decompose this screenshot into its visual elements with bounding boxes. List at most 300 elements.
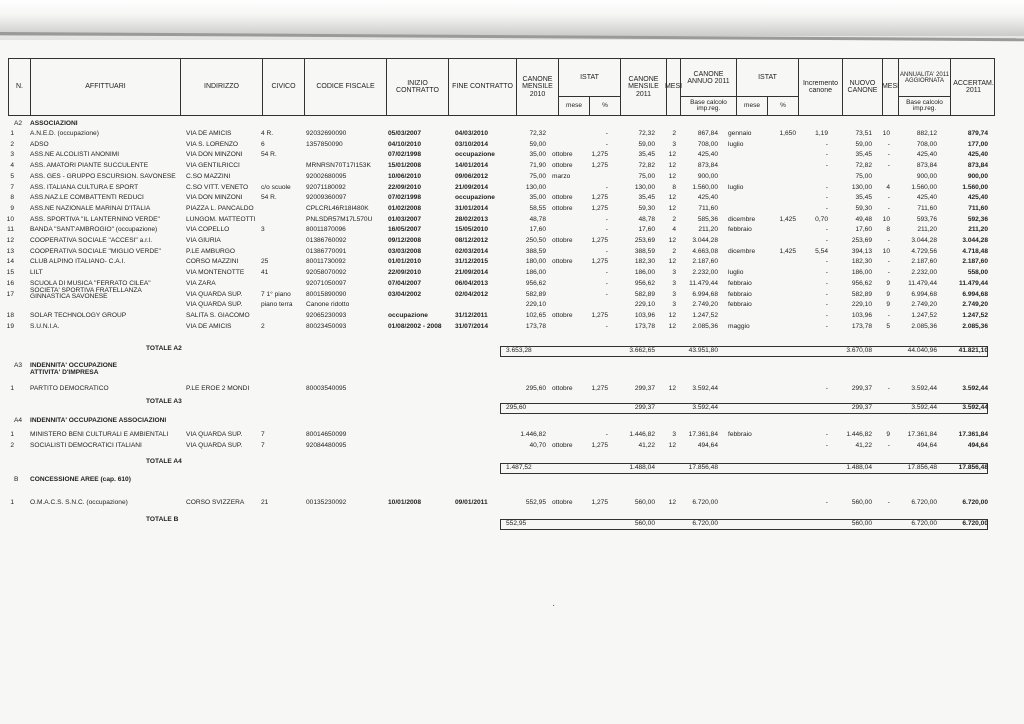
cell-bm: febbraio bbox=[728, 226, 752, 234]
cell-agg: 6.720,00 bbox=[911, 499, 937, 506]
cell-inc: - bbox=[825, 162, 828, 170]
cell-name: ASS.NAZ.LE COMBATTENTI REDUCI bbox=[30, 194, 144, 202]
cell-c11: 182,30 bbox=[634, 258, 655, 266]
cell-c10: 173,78 bbox=[525, 322, 546, 330]
cell-cf: CPLCRL46R18I480K bbox=[306, 204, 369, 212]
cell-agg: 711,60 bbox=[917, 204, 937, 212]
cell-inc: - bbox=[825, 194, 828, 202]
header-canone-mensile-2010: CANONE MENSILE 2010 bbox=[517, 59, 559, 115]
cell-c10: 59,00 bbox=[529, 140, 546, 148]
cell-ip: - bbox=[605, 431, 608, 438]
cell-cf: 80015890090 bbox=[306, 290, 347, 298]
total-label: TOTALE B bbox=[146, 516, 179, 523]
cell-addr: VIA QUARDA SUP. bbox=[186, 442, 243, 449]
cell-acc: 1.247,52 bbox=[962, 311, 988, 319]
cell-acc: 211,20 bbox=[968, 226, 988, 234]
cell-bm: febbraio bbox=[728, 431, 752, 438]
cell-n: 4 bbox=[10, 162, 14, 170]
cell-ip: 1,275 bbox=[591, 151, 608, 159]
total-value: 3.670,08 bbox=[846, 347, 872, 354]
cell-agg: 11.479,44 bbox=[908, 279, 937, 287]
cell-civ: 25 bbox=[261, 258, 269, 266]
cell-civ: 7 bbox=[261, 442, 265, 449]
cell-inc: - bbox=[825, 140, 828, 148]
cell-acc: 1.560,00 bbox=[962, 183, 988, 191]
cell-c10: 229,10 bbox=[525, 301, 546, 309]
cell-annuo: 11.479,44 bbox=[689, 279, 718, 287]
cell-c10: 102,65 bbox=[525, 311, 546, 319]
cell-annuo: 6.720,00 bbox=[692, 499, 718, 506]
cell-annuo: 2.187,60 bbox=[692, 258, 718, 266]
total-value: 3.592,44 bbox=[692, 404, 718, 411]
cell-c11: 956,62 bbox=[634, 279, 655, 287]
cell-bm: maggio bbox=[728, 322, 750, 330]
cell-ip: - bbox=[605, 226, 608, 234]
cell-n: 16 bbox=[6, 279, 14, 287]
cell-n: 15 bbox=[6, 269, 14, 277]
cell-end: 15/05/2010 bbox=[455, 226, 489, 234]
cell-m2: 4 bbox=[886, 183, 890, 191]
cell-inc: - bbox=[825, 290, 828, 298]
cell-name: BANDA "SANT'AMBROGIO" (occupazione) bbox=[30, 226, 158, 234]
cell-inc: - bbox=[825, 301, 828, 309]
cell-c11: 75,00 bbox=[638, 172, 655, 180]
cell-acc: 11.479,44 bbox=[959, 279, 988, 287]
section-title: CONCESSIONE AREE (cap. 610) bbox=[30, 476, 131, 483]
cell-inc: 1,19 bbox=[815, 130, 828, 137]
cell-addr: C.SO MAZZINI bbox=[186, 172, 231, 180]
cell-agg: 425,40 bbox=[916, 194, 937, 202]
header-annualita-label: ANNUALITA' 2011 AGGIORNATA bbox=[900, 71, 949, 84]
cell-start: 03/03/2008 bbox=[388, 247, 422, 255]
cell-addr: VIA ZARA bbox=[186, 279, 216, 287]
cell-start: 03/04/2002 bbox=[388, 290, 422, 298]
section-title: ASSOCIAZIONI bbox=[30, 120, 78, 127]
cell-inc: - bbox=[825, 183, 828, 191]
cell-im: ottobre bbox=[552, 499, 573, 506]
cell-mesi: 12 bbox=[668, 151, 676, 159]
cell-start: 05/03/2007 bbox=[388, 130, 422, 137]
cell-ip: 1,275 bbox=[591, 237, 608, 244]
cell-acc: 17.361,84 bbox=[958, 431, 988, 438]
cell-c11: 35,45 bbox=[638, 194, 655, 202]
cell-nuovo: 130,00 bbox=[851, 183, 872, 191]
cell-acc: 558,00 bbox=[967, 269, 988, 277]
cell-ip: 1,275 bbox=[591, 162, 608, 170]
cell-nuovo: 75,00 bbox=[855, 172, 872, 180]
header-istat2-mese: mese bbox=[744, 101, 760, 109]
cell-ip: - bbox=[605, 247, 608, 255]
cell-nuovo: 253,69 bbox=[851, 237, 872, 244]
cell-n: 8 bbox=[10, 194, 14, 202]
cell-mesi: 12 bbox=[668, 322, 676, 330]
cell-c10: 180,00 bbox=[525, 258, 546, 266]
cell-end: 03/10/2014 bbox=[455, 140, 489, 148]
cell-start: 01/03/2007 bbox=[388, 215, 422, 223]
cell-ip: - bbox=[605, 290, 608, 298]
section-code: A3 bbox=[14, 362, 23, 369]
cell-addr: VIA DE AMICIS bbox=[186, 322, 232, 330]
cell-annuo: 2.085,36 bbox=[692, 322, 718, 330]
cell-start: 07/02/1998 bbox=[388, 151, 422, 159]
cell-civ: 6 bbox=[261, 140, 265, 148]
cell-cf: 1357850090 bbox=[306, 140, 343, 148]
cell-inc: - bbox=[825, 226, 828, 234]
cell-nuovo: 41,22 bbox=[855, 442, 872, 449]
cell-mesi: 12 bbox=[668, 258, 676, 266]
cell-name: COOPERATIVA SOCIALE "ACCESI" a.r.l. bbox=[30, 237, 153, 244]
cell-nuovo: 73,51 bbox=[855, 130, 872, 137]
cell-m2: - bbox=[887, 499, 890, 506]
cell-name: ASS. GES - GRUPPO ESCURSION. SAVONESE bbox=[30, 172, 176, 180]
cell-end: 28/02/2013 bbox=[455, 215, 489, 223]
cell-n: 18 bbox=[6, 311, 14, 319]
cell-addr: CORSO MAZZINI bbox=[186, 258, 239, 266]
total-value: 1.488,04 bbox=[846, 464, 872, 471]
cell-ip: - bbox=[605, 279, 608, 287]
cell-cf: 80011730092 bbox=[306, 258, 346, 266]
cell-ip: 1,275 bbox=[591, 204, 608, 212]
cell-bm: luglio bbox=[728, 269, 744, 277]
cell-c11: 560,00 bbox=[634, 499, 655, 506]
total-value: 6.720,00 bbox=[692, 520, 718, 527]
header-istat-pct: % bbox=[589, 97, 620, 115]
cell-cf: Canone ridotto bbox=[306, 301, 350, 309]
cell-m2: 5 bbox=[886, 322, 890, 330]
cell-mesi: 3 bbox=[672, 301, 676, 309]
cell-mesi: 12 bbox=[668, 194, 676, 202]
cell-c11: 72,32 bbox=[638, 130, 655, 137]
cell-n: 5 bbox=[10, 172, 14, 180]
cell-m2: 10 bbox=[882, 247, 890, 255]
cell-end: 31/07/2014 bbox=[455, 322, 489, 330]
total-label: TOTALE A3 bbox=[146, 398, 182, 405]
cell-mesi: 12 bbox=[668, 442, 676, 449]
cell-c10: 71,90 bbox=[529, 162, 546, 170]
cell-name: S.U.N.I.A. bbox=[30, 322, 60, 330]
total-value: 17.856,48 bbox=[907, 464, 937, 471]
cell-agg: 17.361,84 bbox=[907, 431, 937, 438]
cell-c11: 1.446,82 bbox=[629, 431, 655, 438]
total-value: 6.720,00 bbox=[911, 520, 937, 527]
cell-im: ottobre bbox=[552, 442, 573, 449]
cell-annuo: 867,84 bbox=[697, 130, 718, 137]
total-value: 552,95 bbox=[506, 520, 527, 527]
cell-annuo: 6.994,68 bbox=[692, 290, 718, 298]
cell-inc: - bbox=[825, 311, 828, 319]
cell-n: 11 bbox=[7, 226, 14, 234]
header-fine-contratto: FINE CONTRATTO bbox=[449, 59, 517, 115]
cell-im: ottobre bbox=[552, 162, 573, 170]
cell-civ: 4 R. bbox=[261, 130, 274, 137]
cell-c11: 35,45 bbox=[638, 151, 655, 159]
cell-c11: 59,00 bbox=[638, 140, 655, 148]
cell-agg: 593,76 bbox=[916, 215, 937, 223]
cell-c10: 186,00 bbox=[525, 269, 546, 277]
cell-c10: 35,00 bbox=[529, 151, 546, 159]
cell-cf: 92058070092 bbox=[306, 269, 347, 277]
cell-name: ASS.NE NAZIONALE MARINAI D'ITALIA bbox=[30, 204, 151, 212]
cell-m2: - bbox=[887, 237, 890, 244]
cell-name: SCUOLA DI MUSICA "FERRATO CILEA" bbox=[30, 279, 151, 287]
header-canone-annuo-2011 bbox=[681, 59, 737, 115]
cell-acc: 177,00 bbox=[967, 140, 988, 148]
cell-c11: 17,60 bbox=[638, 226, 655, 234]
cell-m2: - bbox=[887, 258, 890, 266]
total-value: 3.592,44 bbox=[911, 404, 937, 411]
cell-civ: 54 R. bbox=[261, 151, 277, 159]
cell-acc: 3.592,44 bbox=[962, 385, 988, 392]
cell-mesi: 3 bbox=[672, 269, 676, 277]
total-value: 1.488,04 bbox=[629, 464, 655, 471]
cell-n: 1 bbox=[10, 385, 14, 392]
cell-civ: 41 bbox=[261, 269, 269, 277]
cell-n: 3 bbox=[10, 151, 14, 159]
cell-addr: VIA DE AMICIS bbox=[186, 130, 232, 137]
cell-agg: 2.085,36 bbox=[911, 322, 937, 330]
cell-agg: 4.729,56 bbox=[911, 247, 937, 255]
cell-end: 31/12/2015 bbox=[455, 258, 489, 266]
cell-addr: SALITA S. GIACOMO bbox=[186, 311, 250, 319]
cell-n: 7 bbox=[10, 183, 14, 191]
header-canone-mensile-2011: CANONE MENSILE 2011 bbox=[621, 59, 667, 115]
cell-end: 14/01/2014 bbox=[455, 162, 489, 170]
cell-annuo: 1.560,00 bbox=[692, 183, 718, 191]
cell-c11: 253,69 bbox=[634, 237, 655, 244]
cell-addr: VIA QUARDA SUP. bbox=[186, 290, 243, 298]
cell-c11: 173,78 bbox=[634, 322, 655, 330]
cell-c11: 72,82 bbox=[638, 162, 655, 170]
cell-cf: 92071050097 bbox=[306, 279, 347, 287]
cell-inc: - bbox=[825, 269, 828, 277]
cell-bm: dicembre bbox=[728, 215, 756, 223]
cell-name: ASS. AMATORI PIANTE SUCCULENTE bbox=[30, 162, 149, 170]
cell-civ: c/o scuole bbox=[261, 183, 291, 191]
cell-c11: 48,78 bbox=[638, 215, 655, 223]
cell-ip: - bbox=[605, 215, 608, 223]
cell-acc: 2.085,36 bbox=[962, 322, 988, 330]
total-value: 3.592,44 bbox=[962, 404, 988, 411]
cell-mesi: 12 bbox=[668, 162, 676, 170]
total-value: 299,37 bbox=[634, 404, 655, 411]
cell-addr: VIA QUARDA SUP. bbox=[186, 431, 243, 438]
total-value: 3.653,28 bbox=[506, 347, 532, 354]
cell-acc: 873,84 bbox=[967, 162, 988, 170]
cell-nuovo: 17,60 bbox=[855, 226, 872, 234]
cell-addr: CORSO SVIZZERA bbox=[186, 499, 245, 506]
cell-nuovo: 956,62 bbox=[851, 279, 872, 287]
cell-ip: 1,275 bbox=[591, 258, 608, 266]
total-value: 560,00 bbox=[634, 520, 655, 527]
cell-c11: 130,00 bbox=[634, 183, 655, 191]
cell-nuovo: 394,13 bbox=[851, 247, 872, 255]
cell-civ: 3 bbox=[261, 226, 265, 234]
header-istat-label: ISTAT bbox=[580, 74, 599, 82]
cell-cf: 92065230093 bbox=[306, 311, 347, 319]
total-value: 41.821,10 bbox=[958, 347, 988, 354]
cell-acc: 3.044,28 bbox=[962, 237, 988, 244]
cell-ip: - bbox=[605, 322, 608, 330]
cell-m2: - bbox=[887, 269, 890, 277]
cell-bm: febbraio bbox=[728, 301, 752, 309]
cell-ip: 1,275 bbox=[591, 311, 608, 319]
cell-c10: 582,89 bbox=[525, 290, 546, 298]
cell-cf: 92009360097 bbox=[306, 194, 347, 202]
cell-inc: - bbox=[825, 258, 828, 266]
cell-nuovo: 173,78 bbox=[851, 322, 872, 330]
cell-agg: 3.592,44 bbox=[911, 385, 937, 392]
cell-n: 2 bbox=[10, 442, 14, 449]
cell-inc: 5,54 bbox=[815, 247, 828, 255]
cell-name: MINISTERO BENI CULTURALI E AMBIENTALI bbox=[30, 431, 169, 438]
cell-cf: 92002680095 bbox=[306, 172, 347, 180]
cell-c11: 388,59 bbox=[634, 247, 655, 255]
cell-c11: 103,96 bbox=[634, 311, 655, 319]
cell-start: occupazione bbox=[388, 311, 428, 319]
cell-cf: 92071180092 bbox=[306, 183, 346, 191]
cell-start: 10/06/2010 bbox=[388, 172, 422, 180]
cell-inc: 0,70 bbox=[815, 215, 828, 223]
cell-i2p: 1,425 bbox=[779, 215, 796, 223]
cell-c10: 17,60 bbox=[529, 226, 546, 234]
cell-m2: - bbox=[887, 311, 890, 319]
cell-ip: - bbox=[605, 183, 608, 191]
cell-civ: 21 bbox=[261, 499, 269, 506]
cell-end: 21/09/2014 bbox=[455, 183, 489, 191]
header-istat2 bbox=[737, 59, 799, 115]
cell-cf: 80003540095 bbox=[306, 385, 347, 392]
cell-m2: - bbox=[887, 140, 890, 148]
paper-fold bbox=[0, 0, 1024, 40]
cell-annuo: 900,00 bbox=[697, 172, 718, 180]
cell-end: 02/03/2014 bbox=[455, 247, 489, 255]
cell-addr: VIA MONTENOTTE bbox=[186, 269, 245, 277]
cell-end: 02/04/2012 bbox=[455, 290, 489, 298]
cell-n: 13 bbox=[6, 247, 14, 255]
cell-civ: 7 bbox=[261, 431, 265, 438]
cell-nuovo: 186,00 bbox=[851, 269, 872, 277]
cell-annuo: 17.361,84 bbox=[688, 431, 718, 438]
cell-ip: - bbox=[605, 130, 608, 137]
cell-annuo: 3.592,44 bbox=[692, 385, 718, 392]
total-value: 44.040,96 bbox=[907, 347, 937, 354]
cell-addr: VIA S. LORENZO bbox=[186, 140, 239, 148]
cell-c10: 250,50 bbox=[525, 237, 546, 244]
cell-nuovo: 59,00 bbox=[855, 140, 872, 148]
header-base-calcolo: Base calcolo imp.reg. bbox=[690, 98, 727, 112]
cell-mesi: 2 bbox=[672, 215, 676, 223]
cell-name: O.M.A.C.S. S.N.C. (occupazione) bbox=[30, 499, 128, 506]
total-value: 17.856,48 bbox=[958, 464, 988, 471]
cell-acc: 494,64 bbox=[967, 442, 988, 449]
cell-name: ADSO bbox=[30, 140, 49, 148]
cell-c11: 582,89 bbox=[634, 290, 655, 298]
table-header bbox=[8, 58, 995, 116]
cell-addr: VIA DON MINZONI bbox=[186, 194, 243, 202]
cell-n: 17 bbox=[6, 290, 14, 298]
cell-nuovo: 35,45 bbox=[855, 194, 872, 202]
cell-m2: 9 bbox=[886, 290, 890, 298]
cell-civ: 2 bbox=[261, 322, 265, 330]
cell-c11: 41,22 bbox=[638, 442, 655, 449]
cell-mesi: 3 bbox=[672, 431, 676, 438]
cell-name: COOPERATIVA SOCIALE "MIGLIO VERDE" bbox=[30, 247, 161, 255]
cell-n: 19 bbox=[6, 322, 14, 330]
stray-mark: · bbox=[552, 600, 556, 611]
cell-n: 10 bbox=[6, 215, 14, 223]
cell-nuovo: 1.446,82 bbox=[846, 431, 872, 438]
cell-acc: 425,40 bbox=[967, 151, 988, 159]
cell-start: 07/04/2007 bbox=[388, 279, 422, 287]
cell-acc: 425,40 bbox=[967, 194, 988, 202]
cell-agg: 1.247,52 bbox=[911, 311, 937, 319]
cell-cf: 01386770091 bbox=[306, 247, 347, 255]
cell-addr: P.LE EROE 2 MONDI bbox=[186, 385, 250, 392]
cell-inc: - bbox=[825, 385, 828, 392]
cell-nuovo: 182,30 bbox=[851, 258, 872, 266]
cell-mesi: 12 bbox=[668, 499, 676, 506]
cell-c11: 59,30 bbox=[638, 204, 655, 212]
cell-n: 1 bbox=[10, 499, 14, 506]
cell-c10: 72,32 bbox=[529, 130, 546, 137]
cell-name: LILT bbox=[30, 269, 43, 277]
cell-cf: 80023450093 bbox=[306, 322, 347, 330]
cell-start: 15/01/2008 bbox=[388, 162, 422, 170]
total-value: 1.487,52 bbox=[506, 464, 532, 471]
cell-c10: 1.446,82 bbox=[520, 431, 546, 438]
cell-name: SOCIALISTI DEMOCRATICI ITALIANI bbox=[30, 442, 142, 449]
cell-c10: 75,00 bbox=[529, 172, 546, 180]
cell-end: occupazione bbox=[455, 151, 495, 159]
cell-nuovo: 35,45 bbox=[855, 151, 872, 159]
cell-acc: 879,74 bbox=[967, 130, 988, 137]
cell-acc: 900,00 bbox=[967, 172, 988, 180]
cell-agg: 2.187,60 bbox=[911, 258, 937, 266]
cell-end: 04/03/2010 bbox=[455, 130, 489, 137]
cell-inc: - bbox=[825, 151, 828, 159]
cell-name: ASS. ITALIANA CULTURA E SPORT bbox=[30, 183, 139, 191]
cell-addr: PIAZZA L. PANCALDO bbox=[186, 204, 254, 212]
header-affittuari: AFFITTUARI bbox=[31, 59, 181, 115]
cell-annuo: 711,60 bbox=[698, 204, 718, 212]
cell-nuovo: 299,37 bbox=[851, 385, 872, 392]
cell-im: marzo bbox=[552, 172, 571, 180]
cell-civ: 54 R. bbox=[261, 194, 277, 202]
cell-nuovo: 72,82 bbox=[855, 162, 872, 170]
cell-addr: LUNGOM. MATTEOTTI bbox=[186, 215, 256, 223]
row-name-long: SOCIETA' SPORTIVA FRATELLANZA GINNASTICA SAVONESE bbox=[30, 286, 142, 301]
cell-agg: 425,40 bbox=[916, 151, 937, 159]
cell-nuovo: 103,96 bbox=[851, 311, 872, 319]
cell-m2: 10 bbox=[882, 130, 890, 137]
cell-ip: 1,275 bbox=[591, 499, 608, 506]
cell-cf: 00135230092 bbox=[306, 499, 347, 506]
section-code: A2 bbox=[14, 120, 23, 127]
cell-mesi: 2 bbox=[672, 247, 676, 255]
cell-agg: 900,00 bbox=[916, 172, 937, 180]
section-title: INDENNITA' OCCUPAZIONE ATTIVITA' D'IMPRESA bbox=[30, 362, 118, 376]
cell-c11: 186,00 bbox=[634, 269, 655, 277]
cell-c10: 40,70 bbox=[529, 442, 546, 449]
cell-c10: 48,78 bbox=[529, 215, 546, 223]
cell-c10: 58,55 bbox=[529, 204, 546, 212]
total-value: 6.720,00 bbox=[962, 520, 988, 527]
cell-im: ottobre bbox=[552, 204, 573, 212]
header-base-calcolo2: Base calcolo imp.reg. bbox=[906, 98, 943, 112]
cell-mesi: 12 bbox=[668, 172, 676, 180]
cell-annuo: 4.663,08 bbox=[692, 247, 718, 255]
cell-agg: 882,12 bbox=[916, 130, 937, 137]
